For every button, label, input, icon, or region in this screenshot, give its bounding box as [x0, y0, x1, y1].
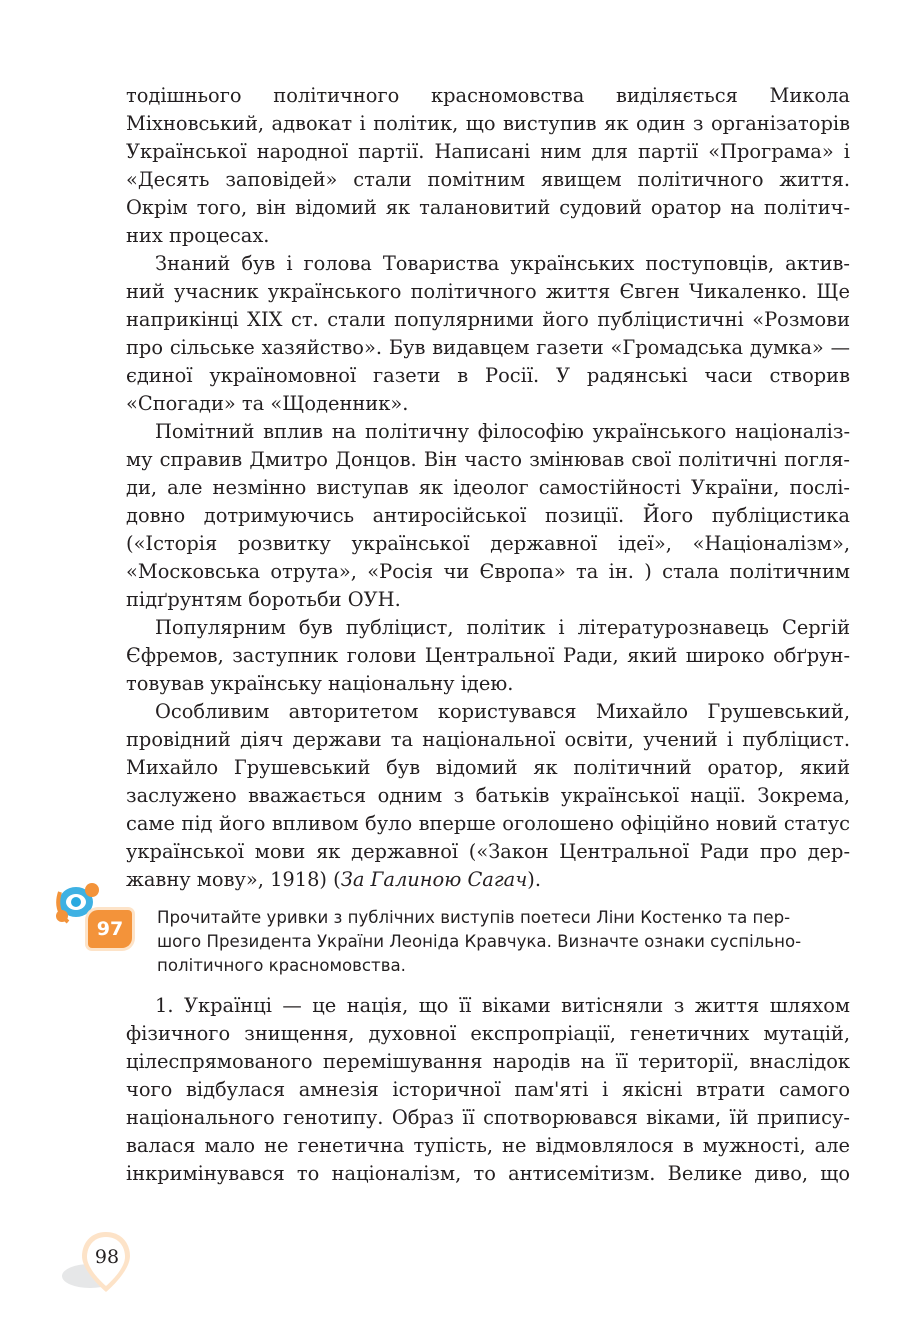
excerpt-line: 1. Українці — це нація, що її віками витісняли з життя шляхом [155, 994, 850, 1017]
text-line: «Московська отрута», «Росія чи Європа» та ін. ) стала політичним [126, 560, 850, 583]
text-line: му справив Дмитро Донцов. Він часто змінював свої політичні погля- [126, 448, 850, 471]
task-line: політичного красномовства. [157, 956, 406, 975]
excerpt-line: фізичного знищення, духовної експропріації, генетичних мутацій, [126, 1022, 850, 1045]
text-line: них процесах. [126, 224, 270, 247]
page-number: 98 [94, 1246, 120, 1268]
text-line: товував українську національну ідею. [126, 672, 514, 695]
text-line: ний учасник українського політичного життя Євген Чикаленко. Ще [126, 280, 850, 303]
excerpt-line: валася мало не генетична тупість, не відмовлялося в мужності, але [126, 1134, 850, 1157]
text-line: Помітний вплив на політичну філософію українського націоналіз- [155, 420, 850, 443]
text-line: Окрім того, він відомий як талановитий судовий оратор на політич- [126, 196, 850, 219]
text-line-with-attribution: жавну мову», 1918) (За Галиною Сагач). [126, 868, 542, 891]
text-line: Михайло Грушевський був відомий як політичний оратор, який [126, 756, 850, 779]
excerpt-line: цілеспрямованого перемішування народів на її території, внаслідок [126, 1050, 850, 1073]
text-line: Міхновський, адвокат і політик, що виступив як один з організаторів [126, 112, 850, 135]
text-line: провідний діяч держави та національної освіти, учений і публіцист. [126, 728, 850, 751]
text-line: («Історія розвитку української державної ідеї», «Націоналізм», [126, 532, 850, 555]
text-line: підґрунтям боротьби ОУН. [126, 588, 401, 611]
text-line: довно дотримуючись антиросійської позиції. Його публіцистика [126, 504, 850, 527]
text-line: Популярним був публіцист, політик і літературознавець Сергій [155, 616, 850, 639]
text-line: Української народної партії. Написані ним для партії «Програма» і [126, 140, 850, 163]
text-line: заслужено вважається одним з батьків української нації. Зокрема, [126, 784, 850, 807]
source-attribution: За Галиною Сагач [340, 868, 528, 891]
task-line: Прочитайте уривки з публічних виступів поетеси Ліни Костенко та пер- [157, 908, 791, 927]
excerpt-line: національного генотипу. Образ її спотворювався віками, їй припису- [126, 1106, 850, 1129]
text-line: ди, але незмінно виступав як ідеолог самостійності України, послі- [126, 476, 850, 499]
task-number-badge: 97 [88, 910, 132, 948]
excerpt-line: чого відбулася амнезія історичної пам'яті і якісні втрати самого [126, 1078, 850, 1101]
text-line: тодішнього політичного красномовства виділяється Микола [126, 84, 850, 107]
text-line: «Спогади» та «Щоденник». [126, 392, 409, 415]
text-line: «Десять заповідей» стали помітним явищем політичного життя. [126, 168, 850, 191]
text-line: наприкінці XIX ст. стали популярними його публіцистичні «Розмови [126, 308, 850, 331]
text-line: Єфремов, заступник голови Центральної Ради, який широко обґрун- [126, 644, 850, 667]
text-line: Знаний був і голова Товариства українських поступовців, актив- [155, 252, 850, 275]
text-line: про сільське хазяйство». Був видавцем газети «Громадська думка» — [126, 336, 850, 359]
text-line: української мови як державної («Закон Центральної Ради про дер- [126, 840, 850, 863]
text-line: саме під його впливом було вперше оголошено офіційно новий статус [126, 812, 850, 835]
task-line: шого Президента України Леоніда Кравчука. Визначте ознаки суспільно- [157, 932, 802, 951]
excerpt-line: інкримінувався то націоналізм, то антисемітизм. Велике диво, що [126, 1162, 850, 1185]
text-line: Особливим авторитетом користувався Михайло Грушевський, [155, 700, 850, 723]
text-line: єдиної україномовної газети в Росії. У радянські часи створив [126, 364, 850, 387]
